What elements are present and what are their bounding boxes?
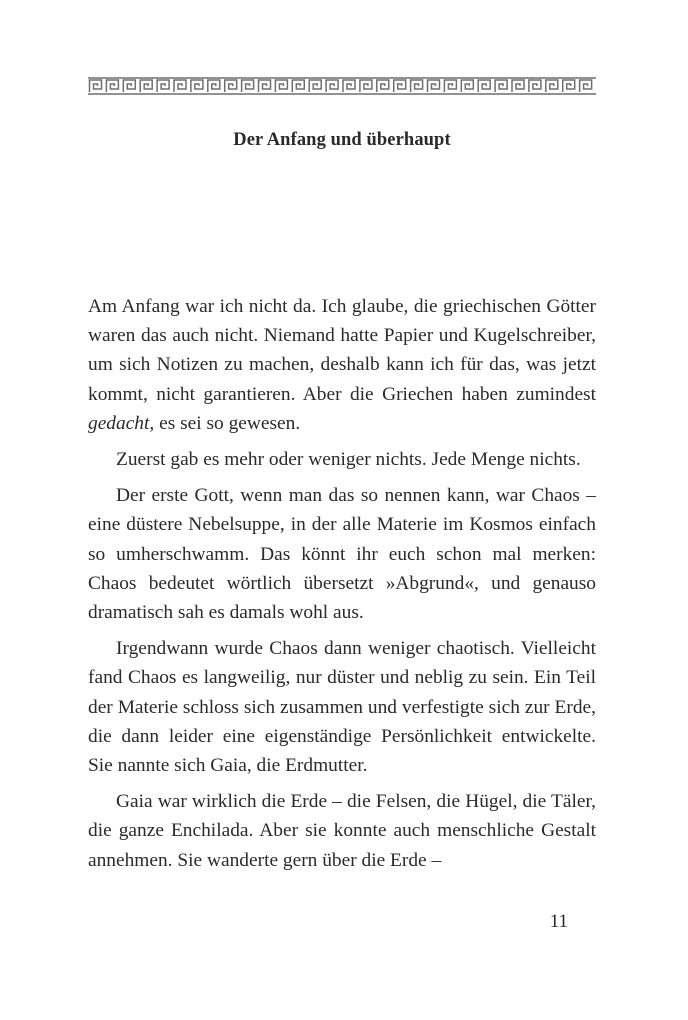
body-text: [88, 292, 596, 882]
paragraph-1-text-before: Am Anfang war ich nicht da. Ich glaube, die griechischen Götter waren das auch nicht. Niemand hatte Papier und Kugelschreiber, um sich Notizen zu machen, deshalb kann ich für das, was jetzt kommt, nicht garantieren. Aber die Griechen haben zumindest: [88, 296, 596, 405]
paragraph-4: Irgendwann wurde Chaos dann weniger chaotisch. Vielleicht fand Chaos es langweilig, nur düster und neblig zu sein. Ein Teil der Materie schloss sich zusammen und verfestigte sich zur Erde, die dann leider eine eigenständige Persönlichkeit entwickelte. Sie nannte sich Gaia, die Erdmutter.: [88, 638, 596, 777]
paragraph-1: [88, 292, 596, 438]
page-number: 11: [549, 911, 568, 932]
emphasis-word: gedacht: [88, 412, 150, 434]
greek-key-border: [88, 72, 596, 100]
paragraph-3: Der erste Gott, wenn man das so nennen kann, war Chaos – eine düstere Nebelsuppe, in der alle Materie im Kosmos einfach so umherschwamm. Das könnt ihr euch schon mal merken: Chaos bedeutet wörtlich übersetzt »Abgrund«, und genauso dramatisch sah es damals wohl aus.: [88, 485, 596, 624]
paragraph-1-text-after: , es sei so gewesen.: [149, 412, 301, 434]
greek-key-border-icon: [88, 72, 596, 100]
paragraph-5: Gaia war wirklich die Erde – die Felsen, die Hügel, die Täler, die ganze Enchilada. Aber sie konnte auch menschliche Gestalt annehmen. Sie wanderte gern über die Erde –: [88, 791, 596, 871]
chapter-title: Der Anfang und überhaupt: [233, 130, 451, 150]
paragraph-2: Zuerst gab es mehr oder weniger nichts. Jede Menge nichts.: [116, 449, 581, 471]
